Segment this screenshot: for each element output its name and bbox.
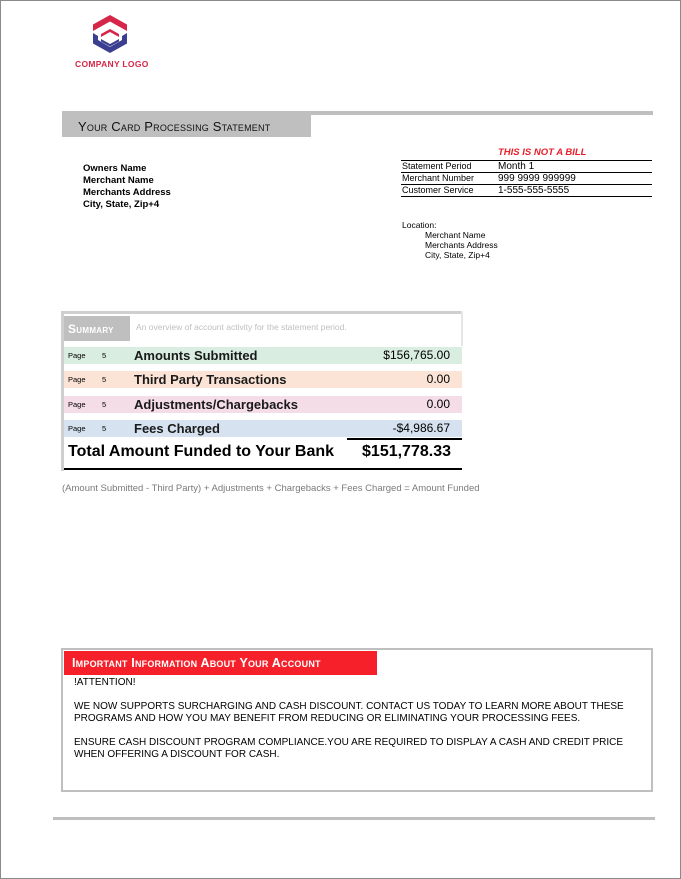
row-amount: 0.00 <box>426 372 450 386</box>
page-label: Page <box>68 375 86 384</box>
page-label: Page <box>68 424 86 433</box>
total-rule <box>347 438 462 440</box>
summary-row-fees-charged <box>64 420 462 437</box>
info-value: Month 1 <box>498 161 535 172</box>
owner-address-block <box>83 163 171 211</box>
logo-text: COMPANY LOGO <box>75 59 149 69</box>
location-merchant-name: Merchant Name <box>425 230 486 240</box>
important-info-heading-bar <box>64 651 377 675</box>
row-label: Fees Charged <box>134 421 220 436</box>
location-block <box>402 220 498 260</box>
summary-heading: Summary <box>68 322 114 336</box>
statement-title-bar <box>62 115 311 137</box>
owner-city-state-zip: City, State, Zip+4 <box>83 199 160 210</box>
page-number: 5 <box>102 424 107 433</box>
important-paragraph-2: ENSURE CASH DISCOUNT PROGRAM COMPLIANCE.YOU ARE REQUIRED TO DISPLAY A CASH AND CREDIT PRICE WHEN OFFERING A DISCOUNT FOR CASH. <box>74 737 624 760</box>
owner-address: Merchants Address <box>83 187 171 198</box>
info-row <box>401 184 652 197</box>
page-label: Page <box>68 400 86 409</box>
funding-formula: (Amount Submitted - Third Party) + Adjustments + Chargebacks + Fees Charged = Amount Funded <box>62 483 480 494</box>
important-info-body <box>74 677 644 761</box>
total-amount: $151,778.33 <box>362 443 451 460</box>
info-label: Merchant Number <box>402 173 475 183</box>
attention-text: !ATTENTION! <box>74 677 136 688</box>
info-value: 999 9999 999999 <box>498 173 576 184</box>
owner-merchant-name: Merchant Name <box>83 175 154 186</box>
row-label: Adjustments/Chargebacks <box>134 397 298 412</box>
summary-row-amounts-submitted <box>64 347 462 364</box>
not-a-bill-notice: THIS IS NOT A BILL <box>498 147 587 158</box>
statement-title: Your Card Processing Statement <box>78 119 271 134</box>
important-paragraph-1: WE NOW SUPPORTS SURCHARGING AND CASH DISCOUNT. CONTACT US TODAY TO LEARN MORE ABOUT THESE PROGRAMS AND HOW YOU MAY BENEFIT FROM REDUCING OR ELIMINATING YOUR PROCESSING FEES. <box>74 701 624 724</box>
info-row <box>401 160 652 172</box>
important-info-heading: Important Information About Your Account <box>72 656 321 670</box>
location-heading: Location: <box>402 220 437 230</box>
company-logo <box>69 13 155 69</box>
page-number: 5 <box>102 351 107 360</box>
info-label: Customer Service <box>402 185 474 195</box>
page-number: 5 <box>102 375 107 384</box>
total-label: Total Amount Funded to Your Bank <box>68 443 335 460</box>
info-value: 1-555-555-5555 <box>498 185 570 196</box>
summary-heading-box <box>64 316 130 341</box>
page-label: Page <box>68 351 86 360</box>
summary-section <box>61 311 463 471</box>
total-bottom-rule <box>64 468 462 470</box>
row-label: Third Party Transactions <box>134 372 287 387</box>
summary-right-border <box>461 311 463 346</box>
row-amount: 0.00 <box>426 397 450 411</box>
page-number: 5 <box>102 400 107 409</box>
summary-top-border <box>61 311 463 314</box>
summary-subtitle: An overview of account activity for the statement period. <box>136 322 347 332</box>
bottom-rule <box>53 817 655 820</box>
info-label: Statement Period <box>402 161 472 171</box>
owner-name: Owners Name <box>83 163 147 174</box>
statement-info-table <box>401 160 652 197</box>
location-address: Merchants Address <box>425 240 498 250</box>
summary-row-adjustments <box>64 396 462 413</box>
row-label: Amounts Submitted <box>134 348 258 363</box>
summary-row-third-party <box>64 371 462 388</box>
location-city-state-zip: City, State, Zip+4 <box>425 250 490 260</box>
info-row <box>401 172 652 184</box>
important-info-box <box>61 648 653 792</box>
hexagon-logo-icon <box>90 13 130 55</box>
row-amount: -$4,986.67 <box>392 421 450 435</box>
row-amount: $156,765.00 <box>383 348 450 362</box>
